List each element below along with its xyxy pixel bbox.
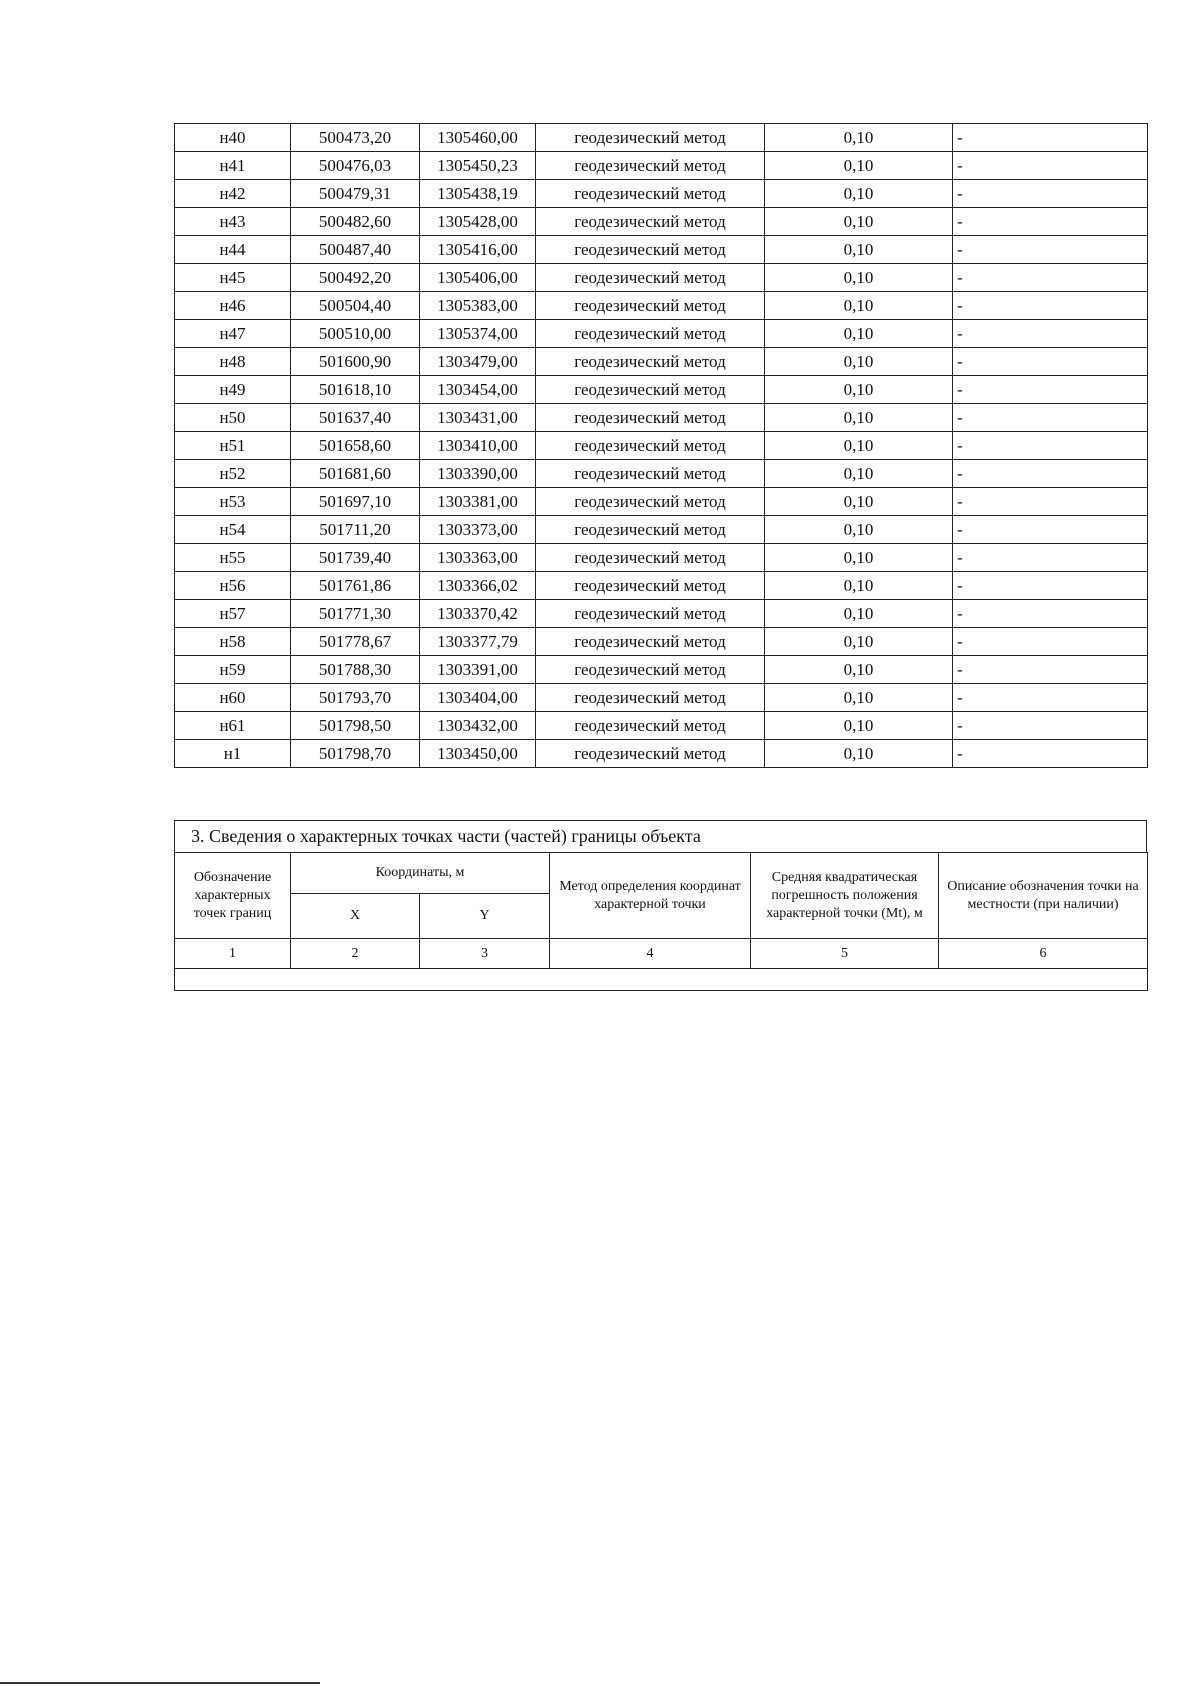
table-row [175,376,1148,404]
coord-y-cell: 1303370,42 [420,600,536,628]
coord-y-cell: 1305416,00 [420,236,536,264]
accuracy-cell: 0,10 [765,124,953,152]
point-name-cell: н45 [175,264,291,292]
method-cell: геодезический метод [536,124,765,152]
coord-x-cell: 500479,31 [291,180,420,208]
method-cell: геодезический метод [536,712,765,740]
point-name-cell: н61 [175,712,291,740]
coord-x-cell: 501793,70 [291,684,420,712]
accuracy-cell: 0,10 [765,628,953,656]
table-row [175,432,1148,460]
description-cell: - [953,180,1148,208]
header-point-designation: Обозначение характерных точек границ [175,853,291,939]
coord-y-cell: 1303373,00 [420,516,536,544]
table-row [175,600,1148,628]
coord-x-cell: 500492,20 [291,264,420,292]
coord-x-cell: 501697,10 [291,488,420,516]
empty-row [175,969,1148,991]
accuracy-cell: 0,10 [765,516,953,544]
method-cell: геодезический метод [536,180,765,208]
coord-y-cell: 1303431,00 [420,404,536,432]
method-cell: геодезический метод [536,488,765,516]
header-y: Y [420,894,550,939]
method-cell: геодезический метод [536,516,765,544]
coord-y-cell: 1303404,00 [420,684,536,712]
coord-y-cell: 1303377,79 [420,628,536,656]
table-row [175,460,1148,488]
method-cell: геодезический метод [536,432,765,460]
coord-x-cell: 500510,00 [291,320,420,348]
point-name-cell: н46 [175,292,291,320]
coord-y-cell: 1303432,00 [420,712,536,740]
description-cell: - [953,292,1148,320]
description-cell: - [953,264,1148,292]
method-cell: геодезический метод [536,208,765,236]
coord-x-cell: 501739,40 [291,544,420,572]
coord-y-cell: 1303363,00 [420,544,536,572]
column-number: 2 [291,939,420,969]
accuracy-cell: 0,10 [765,236,953,264]
method-cell: геодезический метод [536,236,765,264]
description-cell: - [953,404,1148,432]
accuracy-cell: 0,10 [765,572,953,600]
point-name-cell: н54 [175,516,291,544]
description-cell: - [953,432,1148,460]
part-boundary-points-table [174,852,1148,991]
method-cell: геодезический метод [536,656,765,684]
point-name-cell: н55 [175,544,291,572]
point-name-cell: н59 [175,656,291,684]
coord-x-cell: 501618,10 [291,376,420,404]
accuracy-cell: 0,10 [765,320,953,348]
method-cell: геодезический метод [536,292,765,320]
footer-rule [0,1682,320,1684]
coord-x-cell: 501711,20 [291,516,420,544]
coord-y-cell: 1305460,00 [420,124,536,152]
point-name-cell: н48 [175,348,291,376]
description-cell: - [953,656,1148,684]
coord-y-cell: 1305450,23 [420,152,536,180]
method-cell: геодезический метод [536,404,765,432]
description-cell: - [953,712,1148,740]
coord-x-cell: 501788,30 [291,656,420,684]
description-cell: - [953,488,1148,516]
coord-y-cell: 1303366,02 [420,572,536,600]
point-name-cell: н40 [175,124,291,152]
accuracy-cell: 0,10 [765,152,953,180]
table-row [175,488,1148,516]
table-row [175,740,1148,768]
accuracy-cell: 0,10 [765,460,953,488]
point-name-cell: н49 [175,376,291,404]
point-name-cell: н51 [175,432,291,460]
header-method: Метод определения координат характерной точки [550,853,751,939]
table-row [175,348,1148,376]
method-cell: геодезический метод [536,740,765,768]
coord-y-cell: 1305406,00 [420,264,536,292]
column-numbers-row [175,939,1148,969]
table-row [175,544,1148,572]
column-number: 1 [175,939,291,969]
point-name-cell: н44 [175,236,291,264]
coord-x-cell: 500476,03 [291,152,420,180]
coord-y-cell: 1303479,00 [420,348,536,376]
empty-cell [175,969,1148,991]
coord-y-cell: 1303450,00 [420,740,536,768]
accuracy-cell: 0,10 [765,376,953,404]
coord-x-cell: 501761,86 [291,572,420,600]
point-name-cell: н53 [175,488,291,516]
coord-x-cell: 501771,30 [291,600,420,628]
description-cell: - [953,684,1148,712]
table-row [175,180,1148,208]
column-number: 5 [751,939,939,969]
point-name-cell: н58 [175,628,291,656]
description-cell: - [953,740,1148,768]
coord-x-cell: 501778,67 [291,628,420,656]
accuracy-cell: 0,10 [765,544,953,572]
header-accuracy: Средняя квадратическая погрешность положения характерной точки (Mt), м [751,853,939,939]
method-cell: геодезический метод [536,684,765,712]
point-name-cell: н47 [175,320,291,348]
header-x: X [291,894,420,939]
description-cell: - [953,376,1148,404]
boundary-points-table [174,123,1148,768]
coord-y-cell: 1303381,00 [420,488,536,516]
boundary-points-body [175,124,1148,768]
accuracy-cell: 0,10 [765,348,953,376]
table-row [175,236,1148,264]
accuracy-cell: 0,10 [765,264,953,292]
description-cell: - [953,208,1148,236]
method-cell: геодезический метод [536,600,765,628]
column-number: 6 [939,939,1148,969]
description-cell: - [953,236,1148,264]
description-cell: - [953,124,1148,152]
description-cell: - [953,600,1148,628]
coord-x-cell: 500487,40 [291,236,420,264]
description-cell: - [953,544,1148,572]
coord-y-cell: 1303410,00 [420,432,536,460]
description-cell: - [953,348,1148,376]
coord-x-cell: 501637,40 [291,404,420,432]
table-row [175,656,1148,684]
column-number: 4 [550,939,751,969]
coord-y-cell: 1303454,00 [420,376,536,404]
coord-y-cell: 1305428,00 [420,208,536,236]
coord-y-cell: 1305383,00 [420,292,536,320]
coord-x-cell: 501798,70 [291,740,420,768]
table-row [175,152,1148,180]
method-cell: геодезический метод [536,264,765,292]
coord-x-cell: 500482,60 [291,208,420,236]
accuracy-cell: 0,10 [765,712,953,740]
table-row [175,208,1148,236]
accuracy-cell: 0,10 [765,684,953,712]
method-cell: геодезический метод [536,572,765,600]
table-row [175,516,1148,544]
accuracy-cell: 0,10 [765,488,953,516]
accuracy-cell: 0,10 [765,180,953,208]
section-3-title: 3. Сведения о характерных точках части (частей) границы объекта [174,820,1147,852]
table-row [175,572,1148,600]
header-coordinates: Координаты, м [291,853,550,894]
description-cell: - [953,152,1148,180]
coord-x-cell: 501681,60 [291,460,420,488]
point-name-cell: н57 [175,600,291,628]
point-name-cell: н1 [175,740,291,768]
point-name-cell: н50 [175,404,291,432]
accuracy-cell: 0,10 [765,600,953,628]
description-cell: - [953,572,1148,600]
column-number: 3 [420,939,550,969]
coord-x-cell: 501600,90 [291,348,420,376]
point-name-cell: н43 [175,208,291,236]
coord-x-cell: 501798,50 [291,712,420,740]
accuracy-cell: 0,10 [765,208,953,236]
description-cell: - [953,460,1148,488]
table-row [175,684,1148,712]
point-name-cell: н41 [175,152,291,180]
description-cell: - [953,320,1148,348]
accuracy-cell: 0,10 [765,292,953,320]
point-name-cell: н42 [175,180,291,208]
accuracy-cell: 0,10 [765,656,953,684]
method-cell: геодезический метод [536,460,765,488]
point-name-cell: н52 [175,460,291,488]
method-cell: геодезический метод [536,320,765,348]
coord-y-cell: 1305374,00 [420,320,536,348]
table-row [175,404,1148,432]
header-row-1 [175,853,1148,894]
description-cell: - [953,628,1148,656]
method-cell: геодезический метод [536,376,765,404]
coord-y-cell: 1303390,00 [420,460,536,488]
method-cell: геодезический метод [536,544,765,572]
header-description: Описание обозначения точки на местности (при наличии) [939,853,1148,939]
table-row [175,292,1148,320]
coord-y-cell: 1305438,19 [420,180,536,208]
accuracy-cell: 0,10 [765,740,953,768]
method-cell: геодезический метод [536,348,765,376]
table-row [175,320,1148,348]
coord-x-cell: 501658,60 [291,432,420,460]
accuracy-cell: 0,10 [765,404,953,432]
table-row [175,712,1148,740]
table-row [175,124,1148,152]
method-cell: геодезический метод [536,628,765,656]
coord-x-cell: 500504,40 [291,292,420,320]
table-row [175,264,1148,292]
table-row [175,628,1148,656]
method-cell: геодезический метод [536,152,765,180]
description-cell: - [953,516,1148,544]
point-name-cell: н56 [175,572,291,600]
coord-y-cell: 1303391,00 [420,656,536,684]
point-name-cell: н60 [175,684,291,712]
accuracy-cell: 0,10 [765,432,953,460]
coord-x-cell: 500473,20 [291,124,420,152]
